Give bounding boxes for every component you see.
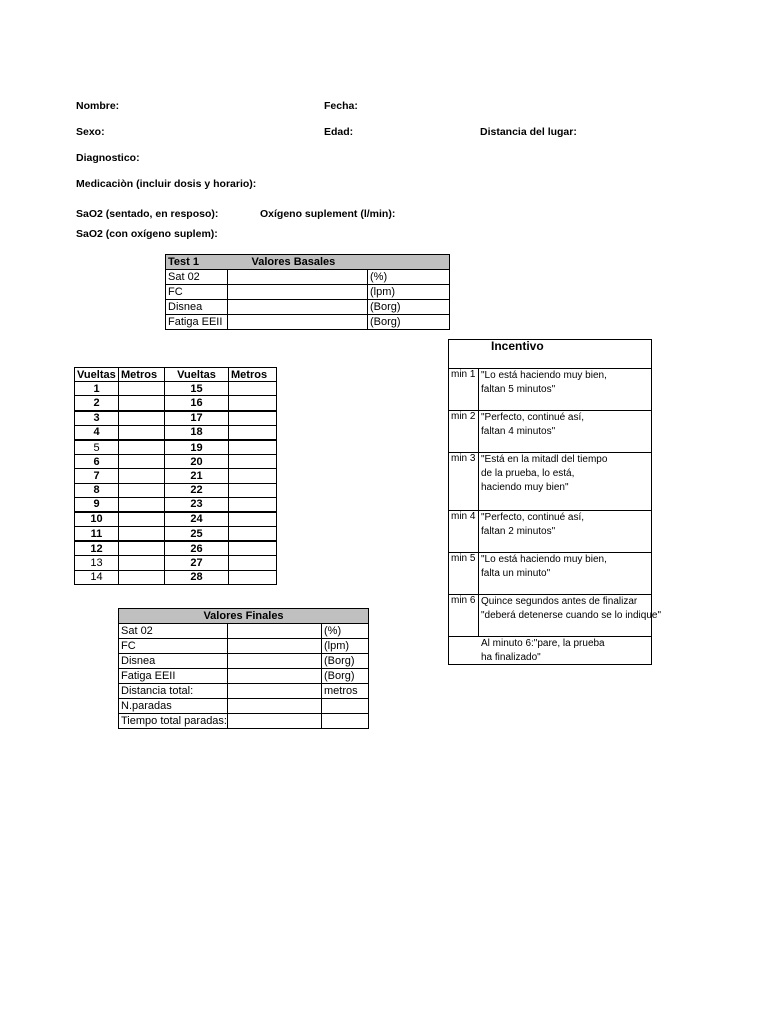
table-row: [75, 556, 277, 570]
row-label: FC: [119, 639, 228, 654]
lap-number: 27: [165, 556, 229, 570]
divider: [478, 511, 479, 553]
lap-number: 13: [75, 556, 119, 570]
value-cell[interactable]: [228, 285, 368, 300]
table-row: [75, 570, 277, 584]
incentivo-row: [449, 368, 651, 411]
metros-cell[interactable]: [229, 483, 277, 497]
row-label: Fatiga EEII: [166, 315, 228, 330]
table-row: [75, 512, 277, 527]
lap-number: 28: [165, 570, 229, 584]
lap-number: 2: [75, 396, 119, 411]
metros-cell[interactable]: [119, 382, 165, 396]
incentivo-text: faltan 5 minutos": [481, 384, 556, 395]
table-row: [119, 714, 369, 729]
basales-title: Valores Basales: [228, 255, 450, 270]
test-label: Test 1: [166, 255, 228, 270]
nombre-label: Nombre:: [76, 100, 120, 112]
incentivo-text: "Está en la mitadl del tiempo: [481, 454, 608, 465]
incentivo-text: faltan 4 minutos": [481, 426, 556, 437]
value-cell[interactable]: [228, 714, 322, 729]
incentivo-text: "deberá detenerse cuando se lo indique": [481, 610, 662, 621]
metros-cell[interactable]: [229, 440, 277, 455]
finales-title: Valores Finales: [119, 609, 369, 624]
table-row: [166, 285, 450, 300]
finales-table: [118, 608, 369, 729]
divider: [478, 453, 479, 511]
metros-cell[interactable]: [229, 541, 277, 556]
oxigeno-label: Oxígeno suplement (l/min):: [260, 208, 396, 220]
table-row: [119, 699, 369, 714]
sexo-label: Sexo:: [76, 126, 105, 138]
incentivo-text: Quince segundos antes de finalizar: [481, 596, 638, 607]
diagnostico-label: Diagnostico:: [76, 152, 140, 164]
basales-table: [165, 254, 450, 330]
value-cell[interactable]: [228, 669, 322, 684]
table-row: [75, 396, 277, 411]
minute-label: min 3: [451, 453, 476, 464]
incentivo-row: [449, 552, 651, 595]
incentivo-text: "Perfecto, continué así,: [481, 412, 585, 423]
incentivo-row: [449, 410, 651, 453]
minute-label: min 2: [451, 411, 476, 422]
table-row: [75, 440, 277, 455]
value-cell[interactable]: [228, 639, 322, 654]
value-cell[interactable]: [228, 684, 322, 699]
fecha-label: Fecha:: [324, 100, 358, 112]
minute-label: min 1: [451, 369, 476, 380]
table-row: [75, 527, 277, 542]
row-label: Fatiga EEII: [119, 669, 228, 684]
metros-cell[interactable]: [229, 512, 277, 527]
value-cell[interactable]: [228, 699, 322, 714]
minute-label: min 6: [451, 595, 476, 606]
lap-number: 22: [165, 483, 229, 497]
metros-cell[interactable]: [229, 570, 277, 584]
lap-number: 12: [75, 541, 119, 556]
table-row: [119, 639, 369, 654]
metros-cell[interactable]: [119, 425, 165, 440]
row-unit: [322, 699, 369, 714]
divider: [478, 595, 479, 637]
incentivo-final-text: ha finalizado": [481, 652, 541, 663]
incentivo-final-row: [449, 636, 651, 666]
lap-number: 4: [75, 425, 119, 440]
metros-cell[interactable]: [119, 556, 165, 570]
lap-number: 8: [75, 483, 119, 497]
lap-number: 7: [75, 469, 119, 483]
table-row: [75, 411, 277, 426]
lap-number: 19: [165, 440, 229, 455]
metros-cell[interactable]: [119, 469, 165, 483]
metros-cell[interactable]: [119, 455, 165, 469]
metros-cell[interactable]: [119, 497, 165, 512]
lap-number: 24: [165, 512, 229, 527]
metros-cell[interactable]: [119, 570, 165, 584]
metros-cell[interactable]: [229, 469, 277, 483]
incentivo-text: "Lo está haciendo muy bien,: [481, 554, 607, 565]
incentivo-text: faltan 2 minutos": [481, 526, 556, 537]
lap-number: 26: [165, 541, 229, 556]
value-cell[interactable]: [228, 270, 368, 285]
vueltas-header: Vueltas: [165, 368, 229, 382]
table-row: [166, 270, 450, 285]
incentivo-text: falta un minuto": [481, 568, 551, 579]
table-row: [166, 315, 450, 330]
lap-number: 10: [75, 512, 119, 527]
lap-number: 23: [165, 497, 229, 512]
lap-number: 5: [75, 440, 119, 455]
lap-number: 18: [165, 425, 229, 440]
row-label: Disnea: [119, 654, 228, 669]
row-unit: (%): [322, 624, 369, 639]
row-label: Tiempo total paradas:: [119, 714, 228, 729]
row-unit: [322, 714, 369, 729]
metros-cell[interactable]: [229, 382, 277, 396]
table-row: [75, 469, 277, 483]
table-row: [75, 483, 277, 497]
row-label: N.paradas: [119, 699, 228, 714]
lap-number: 17: [165, 411, 229, 426]
row-unit: (%): [368, 270, 450, 285]
metros-cell[interactable]: [229, 527, 277, 542]
incentivo-row: [449, 594, 662, 637]
metros-cell[interactable]: [119, 541, 165, 556]
metros-cell[interactable]: [229, 411, 277, 426]
table-row: [166, 300, 450, 315]
table-row: [75, 541, 277, 556]
row-unit: (lpm): [368, 285, 450, 300]
lap-number: 6: [75, 455, 119, 469]
incentivo-title: Incentivo: [491, 339, 544, 353]
row-unit: (lpm): [322, 639, 369, 654]
value-cell[interactable]: [228, 315, 368, 330]
lap-number: 15: [165, 382, 229, 396]
metros-cell[interactable]: [119, 396, 165, 411]
sao2-oxigeno-label: SaO2 (con oxígeno suplem):: [76, 228, 218, 240]
metros-cell[interactable]: [119, 440, 165, 455]
lap-number: 3: [75, 411, 119, 426]
sao2-reposo-label: SaO2 (sentado, en resposo):: [76, 208, 219, 220]
table-row: [119, 669, 369, 684]
row-label: Distancia total:: [119, 684, 228, 699]
divider: [478, 369, 479, 411]
lap-number: 16: [165, 396, 229, 411]
distancia-lugar-label: Distancia del lugar:: [480, 126, 577, 138]
metros-cell[interactable]: [229, 455, 277, 469]
minute-label: min 4: [451, 511, 476, 522]
vueltas-header: Vueltas: [75, 368, 119, 382]
lap-number: 1: [75, 382, 119, 396]
metros-header: Metros: [229, 368, 277, 382]
lap-number: 14: [75, 570, 119, 584]
lap-number: 25: [165, 527, 229, 542]
incentivo-text: haciendo muy bien": [481, 482, 569, 493]
metros-cell[interactable]: [119, 483, 165, 497]
metros-cell[interactable]: [229, 497, 277, 512]
row-unit: (Borg): [322, 654, 369, 669]
value-cell[interactable]: [228, 300, 368, 315]
table-row: [119, 654, 369, 669]
metros-cell[interactable]: [119, 527, 165, 542]
edad-label: Edad:: [324, 126, 354, 138]
laps-table: [74, 367, 277, 585]
table-row: [75, 455, 277, 469]
table-row: [75, 382, 277, 396]
row-label: Sat 02: [166, 270, 228, 285]
incentivo-row: [449, 510, 651, 553]
medicacion-label: Medicaciòn (incluir dosis y horario):: [76, 178, 257, 190]
metros-cell[interactable]: [229, 556, 277, 570]
table-row: [119, 684, 369, 699]
lap-number: 20: [165, 455, 229, 469]
row-label: FC: [166, 285, 228, 300]
value-cell[interactable]: [228, 624, 322, 639]
table-row: [75, 425, 277, 440]
divider: [478, 411, 479, 453]
incentivo-row: [449, 452, 651, 511]
row-label: Sat 02: [119, 624, 228, 639]
minute-label: min 5: [451, 553, 476, 564]
metros-cell[interactable]: [119, 512, 165, 527]
incentivo-final-text: Al minuto 6:"pare, la prueba: [481, 638, 605, 649]
row-unit: metros: [322, 684, 369, 699]
metros-cell[interactable]: [229, 396, 277, 411]
divider: [478, 553, 479, 595]
table-row: [119, 624, 369, 639]
table-row: [75, 497, 277, 512]
row-unit: (Borg): [368, 315, 450, 330]
row-label: Disnea: [166, 300, 228, 315]
lap-number: 21: [165, 469, 229, 483]
incentivo-text: de la prueba, lo está,: [481, 468, 575, 479]
lap-number: 11: [75, 527, 119, 542]
row-unit: (Borg): [368, 300, 450, 315]
row-unit: (Borg): [322, 669, 369, 684]
incentivo-text: "Perfecto, continué así,: [481, 512, 585, 523]
metros-cell[interactable]: [229, 425, 277, 440]
value-cell[interactable]: [228, 654, 322, 669]
incentivo-text: "Lo está haciendo muy bien,: [481, 370, 607, 381]
incentivo-panel: [448, 339, 662, 665]
metros-cell[interactable]: [119, 411, 165, 426]
lap-number: 9: [75, 497, 119, 512]
metros-header: Metros: [119, 368, 165, 382]
